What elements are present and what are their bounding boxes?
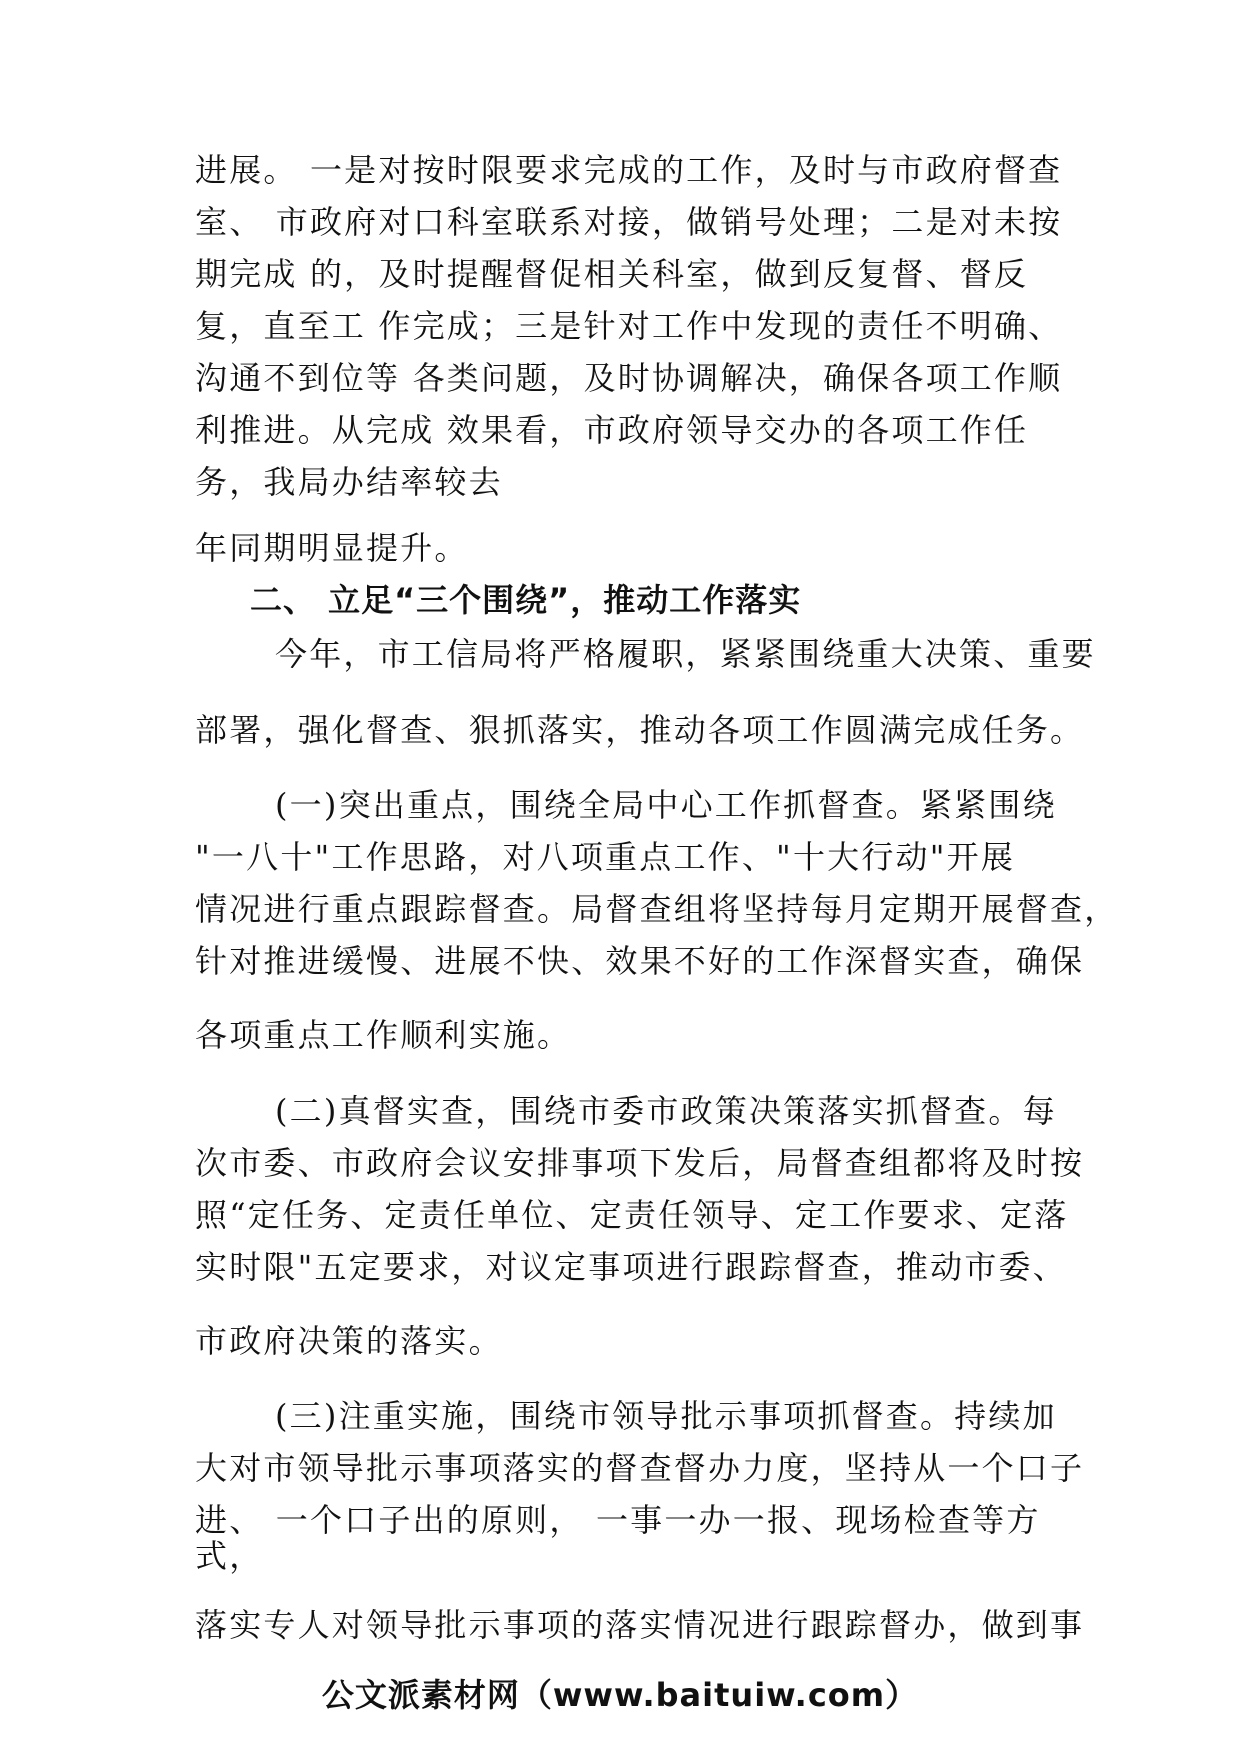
paragraph-line: 情况进行重点跟踪督查。局督查组将坚持每月定期开展督查，	[195, 890, 1119, 928]
paragraph-line: 复，直至工 作完成；三是针对工作中发现的责任不明确、	[195, 307, 1063, 345]
paragraph-line: 务，我局办结率较去	[195, 463, 503, 501]
paragraph-line: 针对推进缓慢、进展不快、效果不好的工作深督实查，确保	[195, 942, 1085, 980]
paragraph-line: 次市委、市政府会议安排事项下发后，局督查组都将及时按	[195, 1144, 1085, 1182]
paragraph-line: (二)真督实查，围绕市委市政策决策落实抓督查。每	[275, 1092, 1057, 1130]
paragraph-line: 今年，市工信局将严格履职，紧紧围绕重大决策、重要	[275, 635, 1096, 673]
section-heading: 二、 立足“三个围绕”，推动工作落实	[250, 581, 802, 619]
paragraph-line: 利推进。从完成 效果看，市政府领导交办的各项工作任	[195, 411, 1029, 449]
paragraph-line: (三)注重实施，围绕市领导批示事项抓督查。持续加	[275, 1397, 1057, 1435]
footer-source: 公文派素材网（www.baituiw.com）	[321, 1676, 919, 1714]
paragraph-line: 各项重点工作顺利实施。	[195, 1016, 572, 1054]
paragraph-line: 部署，强化督查、狠抓落实，推动各项工作圆满完成任务。	[195, 711, 1085, 749]
paragraph-line: 照“定任务、定责任单位、定责任领导、定工作要求、定落	[195, 1196, 1069, 1234]
paragraph-line: 进、 一个口子出的原则， 一事一办一报、现场检查等方	[195, 1501, 1041, 1539]
paragraph-line: 实时限"五定要求，对议定事项进行跟踪督查，推动市委、	[195, 1248, 1067, 1286]
paragraph-line: "一八十"工作思路，对八项重点工作、"十大行动"开展	[195, 838, 1016, 876]
paragraph-line: 年同期明显提升。	[195, 529, 469, 567]
paragraph-line: 市政府决策的落实。	[195, 1322, 503, 1360]
paragraph-line: 落实专人对领导批示事项的落实情况进行跟踪督办，做到事	[195, 1606, 1085, 1644]
paragraph-line: 大对市领导批示事项落实的督查督办力度，坚持从一个口子	[195, 1449, 1085, 1487]
paragraph-line: 进展。 一是对按时限要求完成的工作，及时与市政府督查	[195, 151, 1063, 189]
paragraph-line: 沟通不到位等 各类问题，及时协调解决，确保各项工作顺	[195, 359, 1063, 397]
paragraph-line: 式，	[195, 1537, 264, 1575]
paragraph-line: 室、 市政府对口科室联系对接，做销号处理；二是对未按	[195, 203, 1063, 241]
paragraph-line: 期完成 的，及时提醒督促相关科室，做到反复督、督反	[195, 255, 1029, 293]
paragraph-line: (一)突出重点，围绕全局中心工作抓督查。紧紧围绕	[275, 786, 1057, 824]
